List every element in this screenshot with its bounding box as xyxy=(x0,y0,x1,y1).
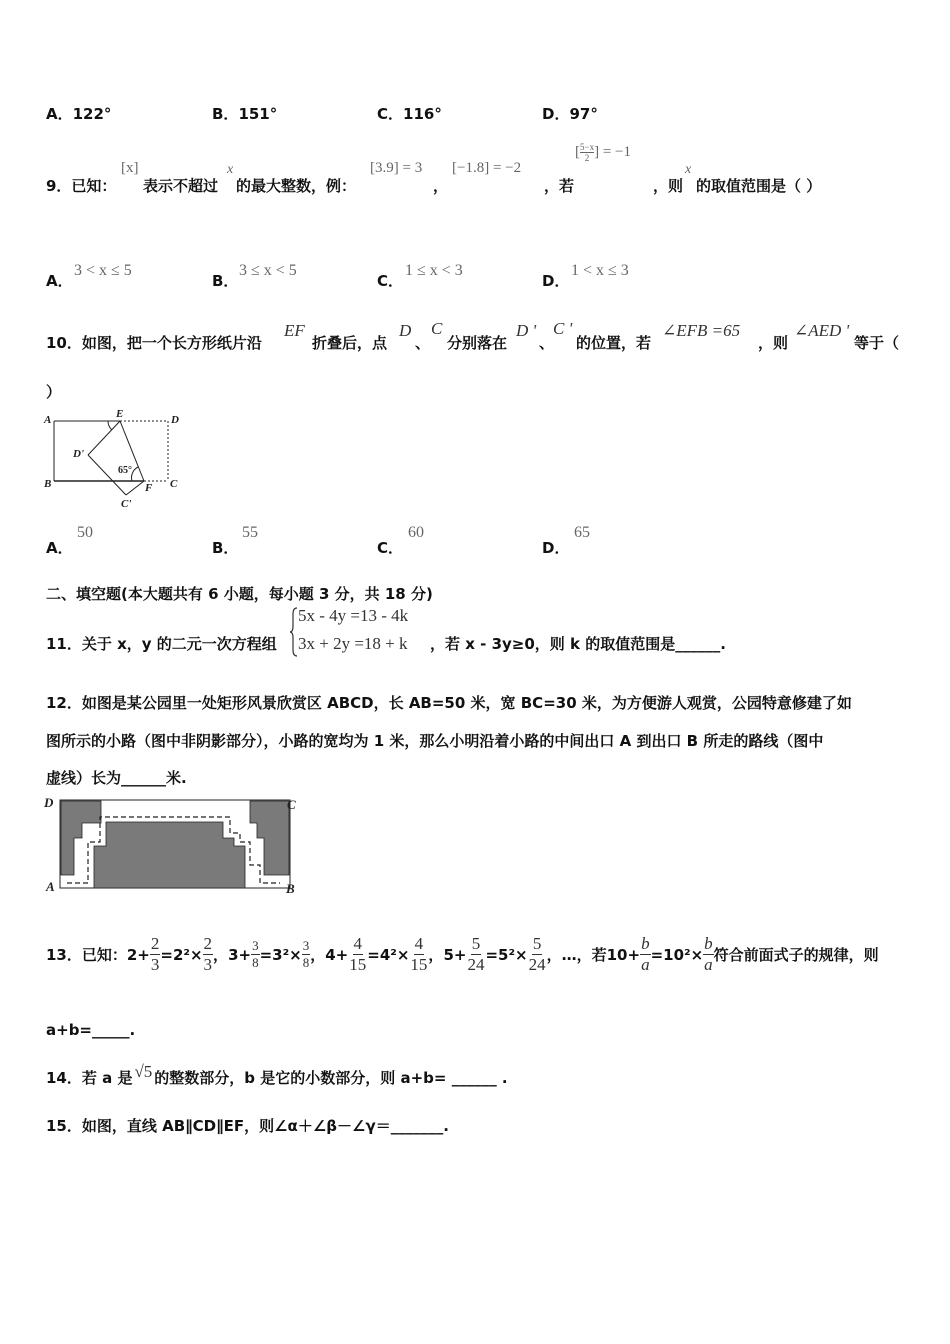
q10-option-c-value: 60 xyxy=(408,524,424,541)
q12-line-1: 12．如图是某公园里一处矩形风景欣赏区 ABCD，长 AB=50 米，宽 BC=30 米，为方便游人观赏，公园特意修建了如 xyxy=(46,694,852,712)
q14-stem-suffix: 的整数部分，b 是它的小数部分，则 a+b= ______ . xyxy=(154,1069,508,1087)
q10-fig-label-a: A xyxy=(44,414,52,426)
q9-stem-text4: ，则 xyxy=(653,177,684,195)
q10-sep1: 、 xyxy=(415,334,431,352)
question-14 xyxy=(46,1062,508,1088)
q10-stem-text3: 的位置，若 xyxy=(576,334,652,352)
q8-option-b[interactable]: B．151° xyxy=(212,105,278,123)
q9-option-d[interactable]: D． xyxy=(542,272,570,290)
q9-option-a[interactable]: A． xyxy=(46,272,73,290)
q13-line-2: a+b=_____. xyxy=(46,1021,136,1039)
q12-fig-shade-center xyxy=(94,822,245,888)
section-heading-fill-in: 二、填空题(本大题共有 6 小题，每小题 3 分，共 18 分) xyxy=(46,585,433,603)
q10-option-a-value: 50 xyxy=(77,524,93,541)
q9-stem-text3: ，若 xyxy=(544,177,575,195)
q10-fig-label-f: F xyxy=(145,482,153,494)
q10-cprime: C ' xyxy=(553,319,573,338)
q10-ef: EF xyxy=(284,321,305,340)
q12-fig-label-d: D xyxy=(44,795,54,810)
q10-figure xyxy=(40,405,190,513)
question-15: 15．如图，直线 AB∥CD∥EF，则∠α＋∠β－∠γ＝_______. xyxy=(46,1117,449,1135)
q10-d: D xyxy=(399,321,412,340)
q10-fig-arc-aed xyxy=(108,421,112,430)
q9-option-c[interactable]: C． xyxy=(377,272,404,290)
q8-option-d[interactable]: D．97° xyxy=(542,105,598,123)
q12-figure xyxy=(40,793,305,899)
q10-option-c[interactable]: C． xyxy=(377,539,404,557)
q11-equation-2: 3x + 2y =18 + k xyxy=(298,634,408,653)
q11-stem-suffix: ，若 x - 3y≥0，则 k 的取值范围是______. xyxy=(430,635,726,653)
q10-fig-line-edp xyxy=(88,421,120,455)
q9-condition: [ $\frac{5-x}{2}$ ] = −1 xyxy=(575,142,631,163)
q10-sep2: 、 xyxy=(539,334,555,352)
q13-term-4: 5+ $\frac{5}{24}$ =5²× $\frac{5}{24}$ ，…，若 xyxy=(443,934,607,974)
q9-var-x: x xyxy=(227,162,234,177)
q10-close-paren: ） xyxy=(46,383,62,401)
q10-stem-text5: 等于（ xyxy=(854,334,900,352)
q13-term-1: 2+ $\frac{2}{3}$ =2²× $\frac{2}{3}$ ， xyxy=(126,934,229,974)
q13-term-last: 10+ $\frac{b}{a}$ =10²× $\frac{b}{a}$ 符合前面式子的规律，则 xyxy=(606,934,879,974)
q8-option-c[interactable]: C．116° xyxy=(377,105,442,123)
q10-fig-arc-efb xyxy=(132,467,138,481)
q10-fig-label-angle: 65° xyxy=(118,465,132,476)
q10-fig-label-c: C xyxy=(170,478,178,490)
q10-option-a[interactable]: A． xyxy=(46,539,73,557)
q10-option-b-value: 55 xyxy=(242,524,258,541)
q10-stem-text1: 折叠后，点 xyxy=(312,334,388,352)
q10-fig-label-b: B xyxy=(44,478,52,490)
q12-fig-label-c: C xyxy=(287,797,296,812)
q10-option-b[interactable]: B． xyxy=(212,539,239,557)
q10-stem-text2: 分别落在 xyxy=(447,334,508,352)
q10-fig-label-cprime: C' xyxy=(121,498,132,510)
q9-option-d-value: 1 < x ≤ 3 xyxy=(571,262,629,279)
q10-angle-efb: ∠EFB =65 xyxy=(662,321,741,340)
q9-var-x2: x xyxy=(685,162,692,177)
q9-stem-text2: 的最大整数，例： xyxy=(236,177,357,195)
q12-fig-label-b: B xyxy=(286,881,295,896)
q9-example1: [3.9] = 3 xyxy=(370,160,423,176)
q9-option-b-value: 3 ≤ x < 5 xyxy=(239,262,297,279)
q10-fig-label-d: D xyxy=(171,414,179,426)
q10-c: C xyxy=(431,319,443,338)
q13-term-2: 3+ $\frac{3}{8}$ =3²× $\frac{3}{8}$ ， xyxy=(228,938,326,970)
q10-fig-label-e: E xyxy=(116,408,124,420)
q10-dprime: D ' xyxy=(516,321,537,340)
q10-stem-text4: ，则 xyxy=(758,334,789,352)
q13-term-3: 4+ $\frac{4}{15}$ =4²× $\frac{4}{15}$ ， xyxy=(325,934,444,974)
q12-line-2: 图所示的小路（图中非阴影部分），小路的宽均为 1 米，那么小明沿着小路的中间出口 A 到出口 B 所走的路线（图中 xyxy=(46,732,824,750)
q10-option-d-value: 65 xyxy=(574,524,590,541)
q9-option-c-value: 1 ≤ x < 3 xyxy=(405,262,463,279)
q10-stem-prefix: 10．如图，把一个长方形纸片沿 xyxy=(46,334,262,352)
q10-angle-aed: ∠AED ' xyxy=(794,321,850,340)
q9-comma: ， xyxy=(433,177,449,195)
q8-option-a[interactable]: A．122° xyxy=(46,105,112,123)
q12-fig-label-a: A xyxy=(46,879,55,894)
q14-stem-prefix: 14．若 a 是 xyxy=(46,1069,133,1087)
q9-example2: [−1.8] = −2 xyxy=(452,160,522,176)
q13-stem-prefix: 13．已知： xyxy=(46,946,127,964)
q9-stem-text5: 的取值范围是（ ） xyxy=(696,177,822,195)
q11-stem-prefix: 11．关于 x，y 的二元一次方程组 xyxy=(46,635,277,653)
q9-stem-text1: 表示不超过 xyxy=(143,177,219,195)
q9-option-a-value: 3 < x ≤ 5 xyxy=(74,262,132,279)
q9-option-b[interactable]: B． xyxy=(212,272,239,290)
q11-equation-1: 5x - 4y =13 - 4k xyxy=(298,606,409,625)
q9-stem-prefix: 9．已知： xyxy=(46,177,117,195)
q12-line-3: 虚线）长为______米. xyxy=(46,769,187,787)
question-13-line-1 xyxy=(46,934,879,975)
q9-floor-symbol: [x] xyxy=(121,160,139,176)
q10-fig-label-dprime: D' xyxy=(73,448,84,460)
q10-fig-line-cpf xyxy=(126,481,144,495)
q10-option-d[interactable]: D． xyxy=(542,539,570,557)
q14-sqrt5: √5 xyxy=(134,1062,153,1081)
